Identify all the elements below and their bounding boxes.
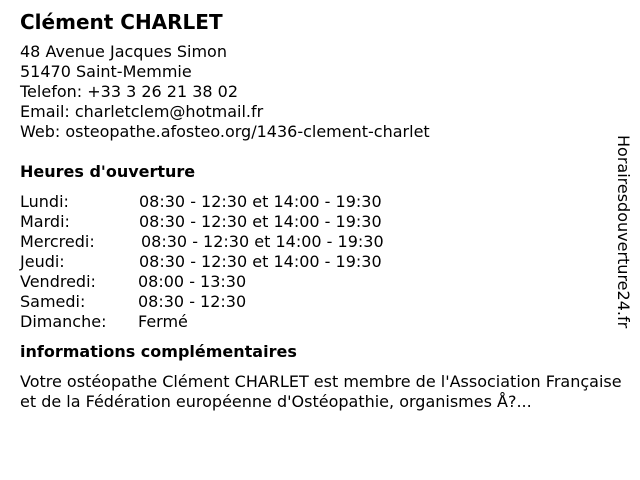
hours-heading: Heures d'ouverture (20, 162, 196, 181)
day-label: Dimanche: (20, 312, 107, 331)
day-hours: 08:30 - 12:30 et 14:00 - 19:30 (139, 212, 382, 231)
day-hours: 08:30 - 12:30 (138, 292, 247, 311)
hours-row-tuesday (20, 212, 610, 232)
email-address: Email: charletclem@hotmail.fr (20, 102, 264, 121)
day-hours: 08:30 - 12:30 et 14:00 - 19:30 (139, 252, 382, 271)
info-description: Votre ostéopathe Clément CHARLET est membre de l'Association Française et de la Fédération européenne d'Ostéopathie, organismes Å?... (20, 372, 622, 411)
hours-row-monday (20, 192, 610, 212)
day-label: Lundi: (20, 192, 69, 211)
day-hours: 08:30 - 12:30 et 14:00 - 19:30 (139, 192, 382, 211)
website: Web: osteopathe.afosteo.org/1436-clement-charlet (20, 122, 430, 141)
day-label: Samedi: (20, 292, 86, 311)
hours-table (20, 192, 610, 332)
hours-row-friday (20, 272, 610, 292)
hours-row-sunday (20, 312, 610, 332)
listing (20, 10, 622, 412)
practitioner-name: Clément CHARLET (20, 10, 223, 34)
city-address: 51470 Saint-Memmie (20, 62, 192, 81)
day-label: Mardi: (20, 212, 70, 231)
street-address: 48 Avenue Jacques Simon (20, 42, 227, 61)
phone-number: Telefon: +33 3 26 21 38 02 (20, 82, 239, 101)
day-hours: 08:30 - 12:30 et 14:00 - 19:30 (141, 232, 384, 251)
contact-block (20, 42, 610, 142)
hours-row-thursday (20, 252, 610, 272)
site-watermark: Horairesdouverture24.fr (614, 135, 633, 329)
hours-row-wednesday (20, 232, 610, 252)
hours-row-saturday (20, 292, 610, 312)
day-hours: Fermé (138, 312, 188, 331)
info-heading: informations complémentaires (20, 342, 297, 361)
day-hours: 08:00 - 13:30 (138, 272, 247, 291)
day-label: Vendredi: (20, 272, 96, 291)
day-label: Jeudi: (20, 252, 65, 271)
day-label: Mercredi: (20, 232, 95, 251)
